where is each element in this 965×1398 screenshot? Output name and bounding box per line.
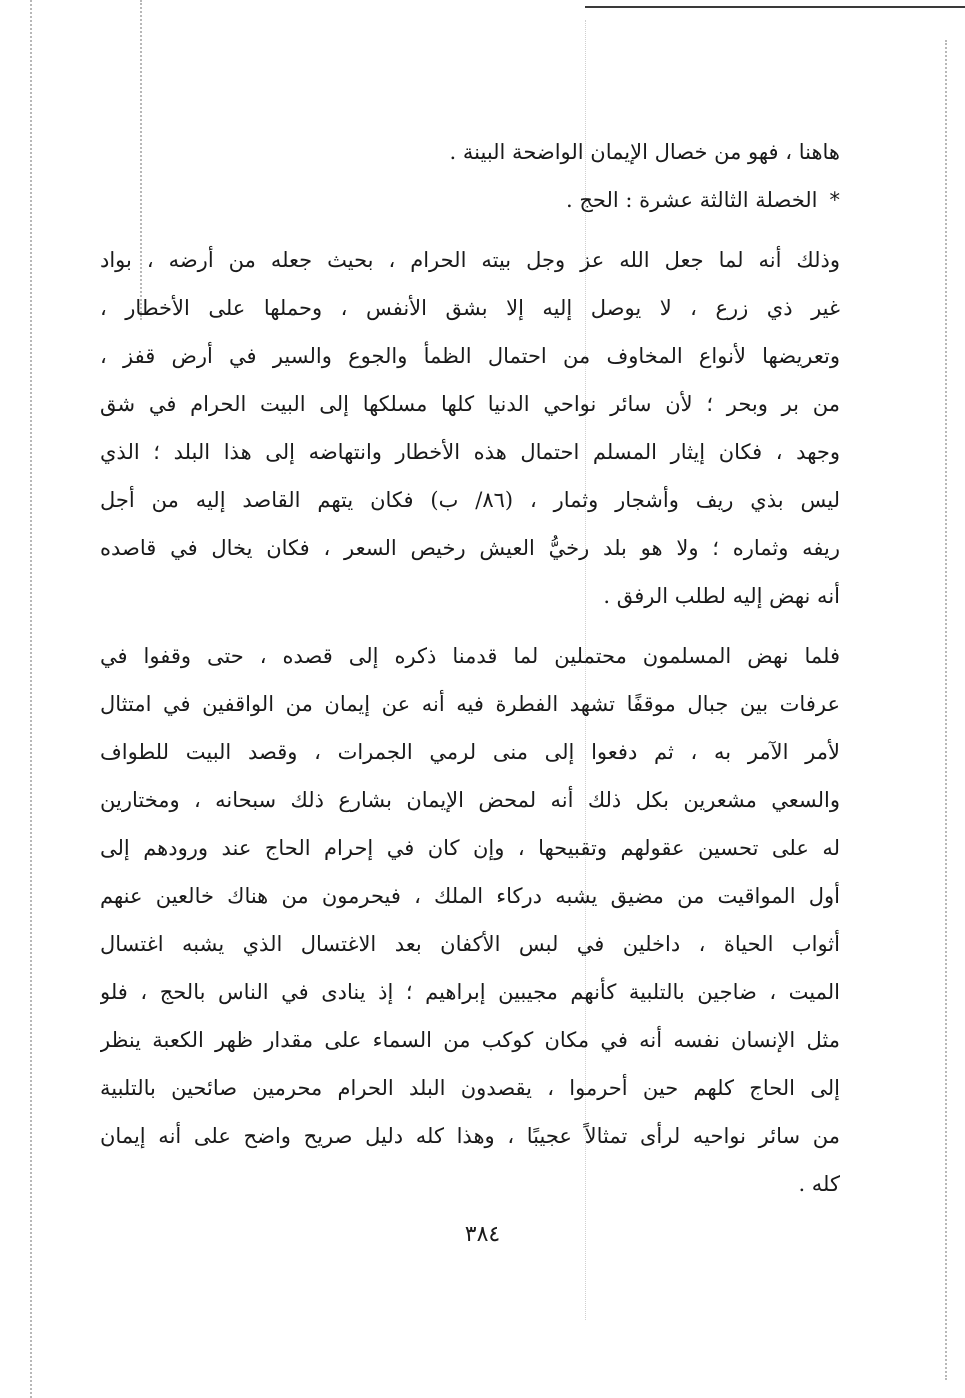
- text-line: من سائر نواحيه لرأى تمثالاً عجيبًا ، وهذا كله دليل صريح واضح على أنه إيمان: [100, 1124, 840, 1148]
- text-line: له على تحسين عقولهم وتقبيحها ، وإن كان في إحرام الحاج عند ورودهم إلى: [100, 836, 840, 860]
- text-line: أول المواقيت من مضيق يشبه دركاء الملك ، فيحرمون من هناك خالعين عنهم: [100, 884, 840, 908]
- paragraph-1: [100, 236, 840, 620]
- scan-top-rule: [585, 6, 965, 8]
- text-line: كله .: [798, 1172, 840, 1196]
- page-body: [100, 128, 840, 1208]
- text-line: هاهنا ، فهو من خصال الإيمان الواضحة البينة .: [449, 140, 840, 164]
- text-line: لأمر الآمر به ، ثم دفعوا إلى منى لرمي الجمرات ، وقصد البيت للطواف: [100, 740, 840, 764]
- text-line: وذلك أنه لما جعل الله عز وجل بيته الحرام ، بحيث جعله من أرضه ، بواد: [100, 248, 840, 272]
- page-number: ٣٨٤: [464, 1222, 501, 1247]
- section-heading: [100, 176, 840, 224]
- text-line: والسعي مشعرين بكل ذلك أنه لمحض الإيمان بشارع ذلك سبحانه ، ومختارين: [100, 788, 840, 812]
- text-line: الميت ، ضاجين بالتلبية كأنهم مجيبين إبراهيم ؛ إذ ينادى في الناس بالحج ، فلو: [100, 980, 840, 1004]
- text-line: أثواب الحياة ، داخلين في لبس الأكفان بعد الاغتسال الذي يشبه اغتسال: [100, 932, 840, 956]
- text-line: وجهد ، فكان إيثار المسلم احتمال هذه الأخطار وانتهاضه إلى هذا البلد ؛ الذي: [100, 440, 840, 464]
- section-heading-text: الخصلة الثالثة عشرة : الحج .: [566, 188, 818, 212]
- asterisk-bullet-icon: *: [829, 188, 840, 212]
- scan-edge-dots-right: [945, 40, 947, 1380]
- paragraph-gap: [100, 620, 840, 632]
- text-line: مثل الإنسان نفسه أنه في مكان كوكب من السماء على مقدار ظهر الكعبة ينظر: [100, 1028, 840, 1052]
- text-line: فلما نهض المسلمون محتملين لما قدمنا ذكره إلى قصده ، حتى وقفوا في: [100, 644, 840, 668]
- text-line: أنه نهض إليه لطلب الرفق .: [603, 584, 840, 608]
- text-line: ليس بذي ريف وأشجار وثمار ، (٨٦/ ب) فكان يتهم القاصد إليه من أجل: [100, 488, 840, 512]
- text-line: من بر وبحر ؛ لأن سائر نواحي الدنيا كلها مسلكها إلى البيت الحرام في شق: [100, 392, 840, 416]
- text-line: إلى الحاج كلهم حين أحرموا ، يقصدون البلد الحرام محرمين صائحين بالتلبية: [100, 1076, 840, 1100]
- scan-edge-dots-left: [30, 0, 32, 1398]
- text-line: وتعريضها لأنواع المخاوف من احتمال الظمأ والجوع والسير في أرض قفز ،: [100, 344, 840, 368]
- text-line: عرفات بين جبال موقفًا تشهد الفطرة فيه أنه عن إيمان من الواقفين في امتثال: [100, 692, 840, 716]
- paragraph-2: [100, 632, 840, 1208]
- text-line: غير ذي زرع ، لا يوصل إليه إلا بشق الأنفس ، وحملها على الأخطار ،: [100, 296, 840, 320]
- text-line: ريفه وثماره ؛ ولا هو بلد رخيُّ العيش رخيص السعر ، فكان يخال في قاصده: [100, 536, 840, 560]
- paragraph-gap: [100, 224, 840, 236]
